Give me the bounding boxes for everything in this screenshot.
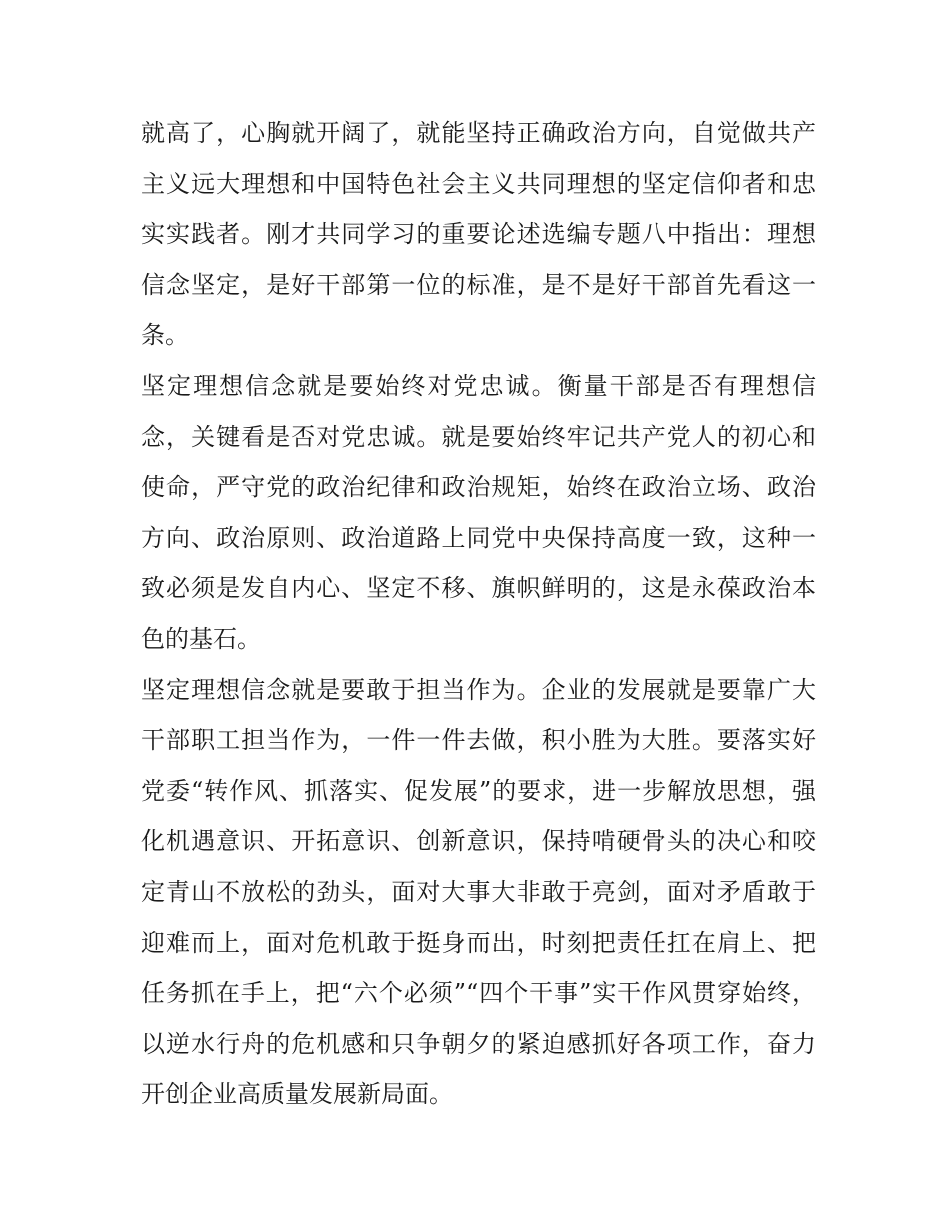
text-line: 坚定理想信念就是要始终对党忠诚。衡量干部是否有理想信 (141, 371, 816, 400)
paragraph-2 (141, 361, 816, 665)
text-line: 念，关键看是否对党忠诚。就是要始终牢记共产党人的初心和 (141, 422, 816, 451)
text-line: 方向、政治原则、政治道路上同党中央保持高度一致，这种一 (141, 523, 816, 552)
text-line: 色的基石。 (141, 624, 261, 653)
text-line: 党委“转作风、抓落实、促发展”的要求，进一步解放思想，强 (141, 776, 816, 805)
text-line: 信念坚定，是好干部第一位的标准，是不是好干部首先看这一 (141, 270, 816, 299)
text-line: 坚定理想信念就是要敢于担当作为。企业的发展就是要靠广大 (141, 675, 816, 704)
paragraph-3 (141, 665, 816, 1120)
paragraph-1 (141, 108, 816, 361)
text-line: 以逆水行舟的危机感和只争朝夕的紧迫感抓好各项工作，奋力 (141, 1029, 816, 1058)
text-line: 条。 (141, 321, 189, 350)
text-line: 实实践者。刚才共同学习的重要论述选编专题八中指出：理想 (141, 220, 816, 249)
text-line: 迎难而上，面对危机敢于挺身而出，时刻把责任扛在肩上、把 (141, 928, 816, 957)
text-line: 使命，严守党的政治纪律和政治规矩，始终在政治立场、政治 (141, 473, 816, 502)
text-line: 主义远大理想和中国特色社会主义共同理想的坚定信仰者和忠 (141, 169, 816, 198)
text-line: 干部职工担当作为，一件一件去做，积小胜为大胜。要落实好 (141, 726, 816, 755)
text-line: 致必须是发自内心、坚定不移、旗帜鲜明的，这是永葆政治本 (141, 574, 816, 603)
document-body (141, 108, 816, 1120)
text-line: 任务抓在手上，把“六个必须”“四个干事”实干作风贯穿始终， (141, 979, 816, 1008)
text-line: 化机遇意识、开拓意识、创新意识，保持啃硬骨头的决心和咬 (141, 827, 816, 856)
text-line: 就高了，心胸就开阔了，就能坚持正确政治方向，自觉做共产 (141, 119, 816, 147)
text-line: 定青山不放松的劲头，面对大事大非敢于亮剑，面对矛盾敢于 (141, 877, 816, 906)
text-line: 开创企业高质量发展新局面。 (141, 1080, 453, 1109)
